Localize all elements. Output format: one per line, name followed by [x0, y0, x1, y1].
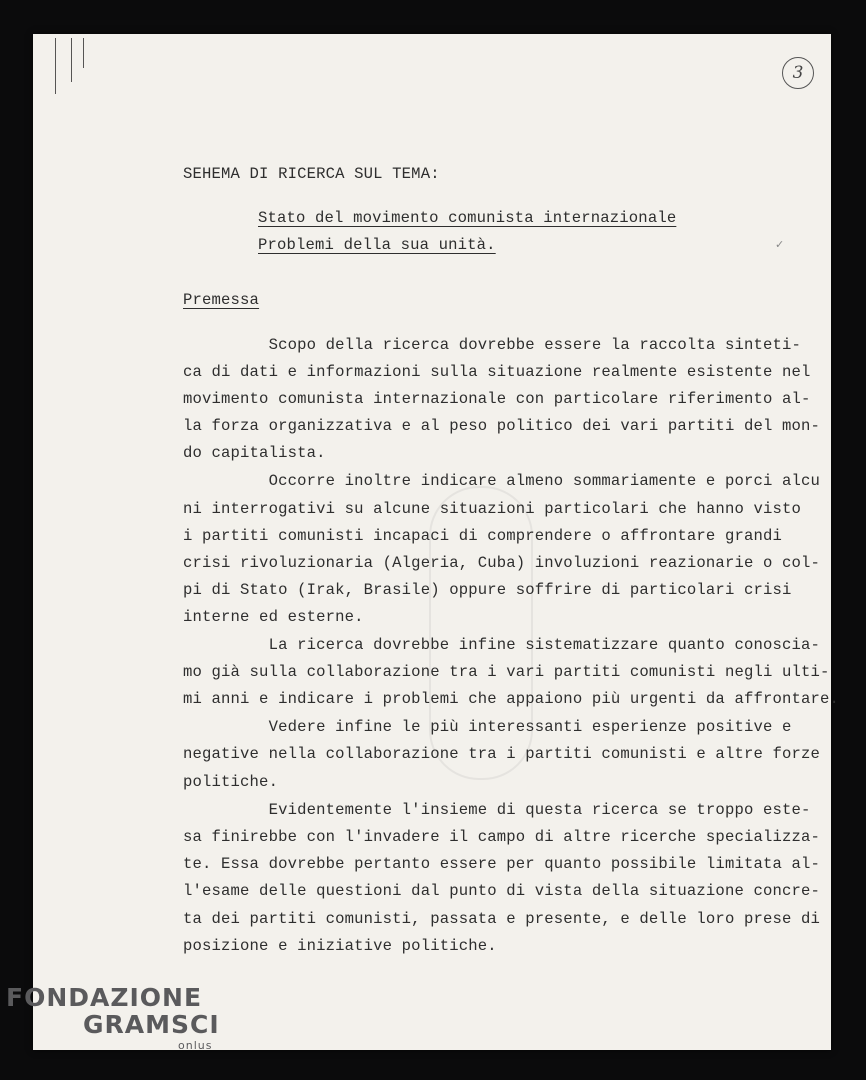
- body-line: Evidentemente l'insieme di questa ricerca se troppo este-: [183, 801, 811, 819]
- logo-subtitle: onlus: [178, 1039, 213, 1052]
- body-line: ta dei partiti comunisti, passata e presente, e delle loro prese di: [183, 910, 821, 928]
- page-number: 3: [782, 57, 814, 89]
- body-line: ca di dati e informazioni sulla situazione realmente esistente nel: [183, 363, 811, 381]
- body-line: ni interrogativi su alcune situazioni particolari che hanno visto: [183, 500, 802, 518]
- logo-line: FONDAZIONE: [6, 983, 203, 1012]
- body-line: Vedere infine le più interessanti esperienze positive e: [183, 718, 792, 736]
- body-line: mo già sulla collaborazione tra i vari partiti comunisti negli ulti-: [183, 663, 830, 681]
- body-line: la forza organizzativa e al peso politico dei vari partiti del mon-: [183, 417, 821, 435]
- edge-mark: [83, 38, 84, 68]
- edge-mark: [71, 38, 72, 82]
- body-line: politiche.: [183, 773, 279, 791]
- fondazione-gramsci-logo: [6, 985, 220, 1051]
- document-page: [33, 34, 840, 1050]
- body-line: l'esame delle questioni dal punto di vista della situazione concre-: [183, 882, 821, 900]
- body-line: sa finirebbe con l'invadere il campo di altre ricerche specializza-: [183, 828, 821, 846]
- edge-mark: [55, 38, 56, 94]
- body-line: La ricerca dovrebbe infine sistematizzare quanto conoscia-: [183, 636, 821, 654]
- body-line: crisi rivoluzionaria (Algeria, Cuba) involuzioni reazionarie o col-: [183, 554, 821, 572]
- check-mark-icon: ✓: [775, 238, 785, 251]
- body-line: interne ed esterne.: [183, 608, 364, 626]
- logo-line: GRAMSCI: [83, 1010, 220, 1039]
- body-line: do capitalista.: [183, 444, 326, 462]
- body-line: posizione e iniziative politiche.: [183, 937, 497, 955]
- subtitle-line: Stato del movimento comunista internazionale: [258, 209, 677, 227]
- body-line: te. Essa dovrebbe pertanto essere per quanto possibile limitata al-: [183, 855, 821, 873]
- subtitle-line: Problemi della sua unità.: [258, 236, 496, 254]
- document-heading: SEHEMA DI RICERCA SUL TEMA:: [183, 165, 440, 183]
- body-line: mi anni e indicare i problemi che appaiono più urgenti da affrontare.: [183, 690, 840, 708]
- body-line: Occorre inoltre indicare almeno sommariamente e porci alcu: [183, 472, 821, 490]
- body-line: pi di Stato (Irak, Brasile) oppure soffrire di particolari crisi: [183, 581, 792, 599]
- section-title: Premessa: [183, 291, 260, 309]
- body-line: negative nella collaborazione tra i partiti comunisti e altre forze: [183, 745, 821, 763]
- body-line: Scopo della ricerca dovrebbe essere la raccolta sinteti-: [183, 336, 802, 354]
- body-line: movimento comunista internazionale con particolare riferimento al-: [183, 390, 811, 408]
- body-line: i partiti comunisti incapaci di comprendere o affrontare grandi: [183, 527, 782, 545]
